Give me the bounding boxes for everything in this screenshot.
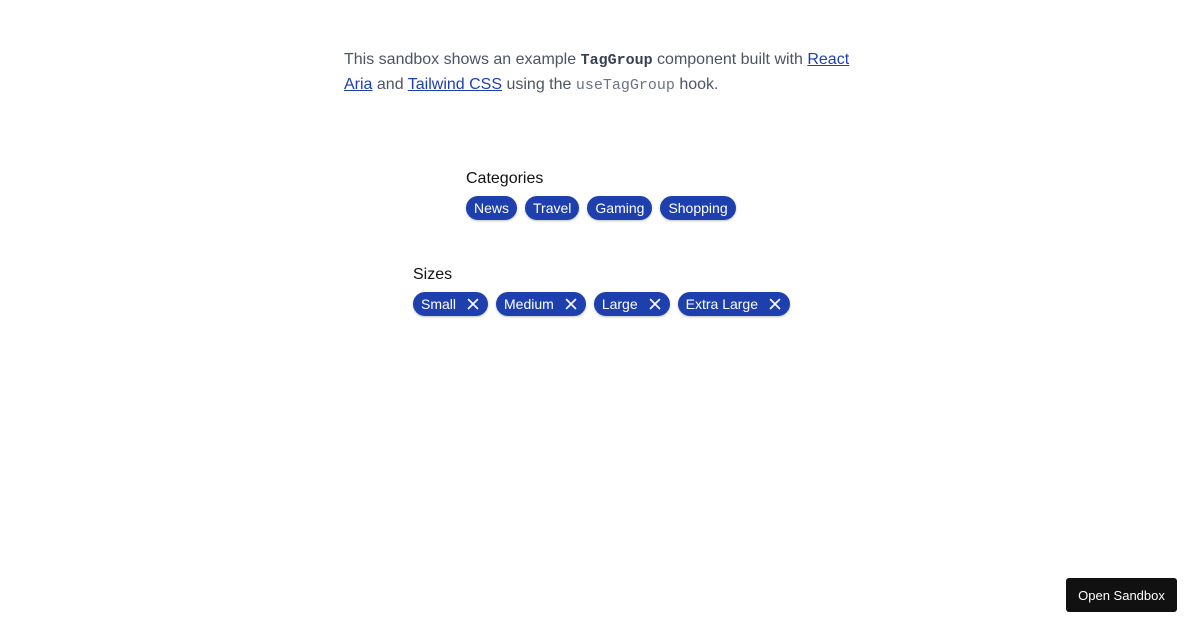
- close-icon: [467, 298, 479, 310]
- sizes-tag-list: [413, 292, 790, 316]
- categories-label: Categories: [466, 170, 544, 187]
- tag-news[interactable]: News: [466, 196, 517, 220]
- categories-tag-list: [466, 196, 736, 220]
- react-aria-link[interactable]: React Aria: [344, 51, 850, 93]
- intro-text: and: [372, 76, 408, 93]
- intro-text: This sandbox shows an example: [344, 51, 581, 68]
- tailwind-css-link[interactable]: Tailwind CSS: [407, 76, 503, 93]
- tag-label: Extra Large: [685, 296, 758, 312]
- intro-text: component built with: [652, 51, 808, 68]
- remove-extra-large-button[interactable]: [767, 296, 783, 312]
- close-icon: [565, 298, 577, 310]
- categories-tag-group: [466, 169, 736, 220]
- open-sandbox-button[interactable]: Open Sandbox: [1066, 578, 1177, 612]
- sizes-label: Sizes: [413, 266, 453, 283]
- intro-text: using the: [502, 76, 576, 93]
- close-icon: [649, 298, 661, 310]
- tag-extra-large[interactable]: [678, 292, 790, 316]
- sizes-tag-group: [413, 265, 790, 316]
- intro-paragraph: [344, 48, 856, 98]
- close-icon: [769, 298, 781, 310]
- tag-large[interactable]: [594, 292, 670, 316]
- remove-large-button[interactable]: [647, 296, 663, 312]
- remove-medium-button[interactable]: [563, 296, 579, 312]
- tag-label: Large: [601, 296, 638, 312]
- remove-small-button[interactable]: [465, 296, 481, 312]
- hook-name: useTagGroup: [575, 77, 675, 94]
- tag-label: Small: [421, 296, 457, 312]
- component-name: TagGroup: [580, 52, 653, 69]
- tag-label: Medium: [504, 296, 554, 312]
- tag-shopping[interactable]: Shopping: [660, 196, 735, 220]
- tag-travel[interactable]: Travel: [525, 196, 579, 220]
- tag-gaming[interactable]: Gaming: [587, 196, 652, 220]
- tag-medium[interactable]: [496, 292, 586, 316]
- tag-small[interactable]: [413, 292, 488, 316]
- intro-text: hook.: [674, 76, 719, 93]
